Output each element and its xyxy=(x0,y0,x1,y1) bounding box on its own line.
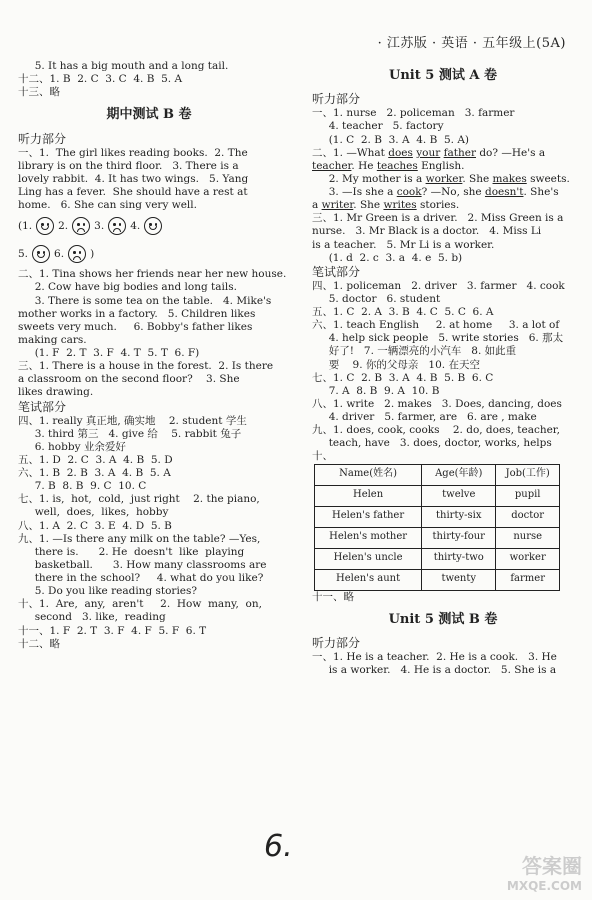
face-answer-row xyxy=(18,212,280,240)
answer-line: 三、1. There is a house in the forest. 2. Is there xyxy=(18,360,274,373)
answer-line: nurse. 3. Mr Black is a doctor. 4. Miss Li xyxy=(312,225,542,238)
answer-line: 六、1. teach English 2. at home 3. a lot of xyxy=(312,319,560,332)
answer-line: 六、1. B 2. B 3. A 4. B 5. A xyxy=(18,467,171,479)
underlined-answer: teaches xyxy=(376,159,418,172)
answer-line: basketball. 3. How many classrooms are xyxy=(18,558,267,571)
answer-line: 3. There is some tea on the table. 4. Mike's xyxy=(18,294,272,307)
answer-line: 十二、1. B 2. C 3. C 4. B 5. A xyxy=(18,73,183,86)
answer-line: well, does, likes, hobby xyxy=(18,506,169,519)
answer-line: 十一、1. F 2. T 3. F 4. F 5. F 6. T xyxy=(18,624,207,637)
answer-line: sweets very much. 6. Bobby's father likes xyxy=(18,320,253,333)
answer-line: library is on the third floor. 3. There is a xyxy=(18,159,239,172)
section-heading: 期中测试 B 卷 xyxy=(106,107,192,123)
part-label: 笔试部分 xyxy=(312,264,361,279)
underlined-answer: worker xyxy=(425,172,463,185)
page-header: · 江苏版 · 英语 · 五年级上(5A) xyxy=(377,36,566,51)
face-label: 3. xyxy=(94,219,105,232)
table-cell: worker xyxy=(496,548,560,569)
answer-line: 一、1. He is a teacher. 2. He is a cook. 3. He xyxy=(312,650,557,663)
table-cell: twelve xyxy=(422,485,496,506)
underlined-answer: your xyxy=(416,146,441,159)
smiling-face-icon xyxy=(36,217,54,235)
answer-line: lovely rabbit. 4. It has two wings. 5. Yang xyxy=(18,172,249,185)
table-cell: doctor xyxy=(496,506,560,527)
answer-line: 九、1. does, cook, cooks 2. do, does, teacher, xyxy=(312,424,561,437)
table-cell: Helen's uncle xyxy=(315,548,422,569)
table-cell: farmer xyxy=(496,569,560,590)
table-cell: Helen xyxy=(315,485,422,506)
answer-line: 十、1. Are, any, aren't 2. How many, on, xyxy=(18,598,262,611)
table-cell: twenty xyxy=(422,569,496,590)
table-row xyxy=(315,506,560,527)
table-cell: pupil xyxy=(496,485,560,506)
answer-line: there in the school? 4. what do you like? xyxy=(18,572,264,584)
sad-face-icon xyxy=(108,217,126,235)
underlined-answer: teacher xyxy=(312,159,352,172)
answer-line: 5. It has a big mouth and a long tail. xyxy=(18,60,229,72)
table-header-cell: Job(工作) xyxy=(496,464,560,485)
answer-line: 好了! 7. 一辆漂亮的小汽车 8. 如此重 xyxy=(312,345,517,358)
face-label: 6. xyxy=(54,247,65,260)
answer-line: is a worker. 4. He is a doctor. 5. She is a xyxy=(312,664,557,676)
underlined-answer: makes xyxy=(492,172,527,185)
table-header-cell: Name(姓名) xyxy=(315,464,422,485)
part-label: 听力部分 xyxy=(312,92,361,107)
answer-line: Ling has a fever. She should have a rest at xyxy=(18,186,248,198)
sad-face-icon xyxy=(68,245,86,263)
face-label: ) xyxy=(90,247,95,260)
table-cell: Helen's father xyxy=(315,506,422,527)
underlined-answer: writes xyxy=(383,199,417,212)
handwritten-page-number: 6. xyxy=(264,829,293,864)
answer-line: (1. d 2. c 3. a 4. e 5. b) xyxy=(312,251,463,264)
table-row xyxy=(315,527,560,548)
smiling-face-icon xyxy=(32,245,50,263)
answer-line: 十二、略 xyxy=(18,637,60,650)
right-column xyxy=(312,60,574,677)
answer-line: 十三、略 xyxy=(18,86,60,99)
answer-line: 4. driver 5. farmer, are 6. are , make xyxy=(312,411,537,423)
answer-line: 四、1. policeman 2. driver 3. farmer 4. cook xyxy=(312,279,565,292)
answer-line: 七、1. C 2. B 3. A 4. B 5. B 6. C xyxy=(312,371,494,384)
face-label: 4. xyxy=(130,219,141,232)
answer-line: 四、1. really 真正地, 确实地 2. student 学生 xyxy=(18,414,247,427)
answer-line: 三、1. Mr Green is a driver. 2. Miss Green is a xyxy=(312,212,564,225)
answer-line: there is. 2. He doesn't like playing xyxy=(18,545,245,558)
answer-line: 5. Do you like reading stories? xyxy=(18,585,198,598)
face-label: 5. xyxy=(18,247,29,260)
sad-face-icon xyxy=(72,217,90,235)
answer-line: second 3. like, reading xyxy=(18,611,166,624)
table-header-cell: Age(年龄) xyxy=(422,464,496,485)
section-heading: Unit 5 测试 B 卷 xyxy=(388,611,498,627)
answer-line: 十一、略 xyxy=(312,590,354,603)
table-row xyxy=(315,548,560,569)
watermark-logo: 答案圈 MXQE.COM xyxy=(506,854,582,893)
table-cell: Helen's mother xyxy=(315,527,422,548)
underlined-answer: cook xyxy=(396,186,422,198)
answer-line: is a teacher. 5. Mr Li is a worker. xyxy=(312,238,495,251)
table-cell: Helen's aunt xyxy=(315,569,422,590)
answer-line: 3. third 第三 4. give 给 5. rabbit 兔子 xyxy=(18,427,242,440)
answer-line: 2. My mother is a worker. She makes sweets. xyxy=(312,172,570,185)
answer-line: 二、1. Tina shows her friends near her new house. xyxy=(18,268,287,281)
answer-line: (1. C 2. B 3. A 4. B 5. A) xyxy=(312,133,469,146)
answer-line: 4. teacher 5. factory xyxy=(312,120,444,133)
answer-line: 3. —Is she a cook? —No, she doesn't. She's xyxy=(312,186,559,198)
answer-line: 7. A 8. B 9. A 10. B xyxy=(312,384,440,397)
underlined-answer: writer xyxy=(321,199,354,212)
answer-line: a classroom on the second floor? 3. She xyxy=(18,373,240,386)
left-column xyxy=(18,60,287,651)
answer-line: 八、1. write 2. makes 3. Does, dancing, does xyxy=(312,397,562,410)
answer-line: 一、1. nurse 2. policeman 3. farmer xyxy=(312,107,515,120)
smiling-face-icon xyxy=(144,217,162,235)
answer-line: 八、1. A 2. C 3. E 4. D 5. B xyxy=(18,519,172,532)
answer-line: 要 9. 你的父母亲 10. 在天空 xyxy=(312,358,480,371)
table-row xyxy=(315,569,560,590)
table-cell: nurse xyxy=(496,527,560,548)
answer-line: (1. F 2. T 3. F 4. T 5. T 6. F) xyxy=(18,347,200,359)
answer-line: 一、1. The girl likes reading books. 2. The xyxy=(18,146,248,159)
answer-line: 二、1. —What does your father do? —He's a xyxy=(312,146,546,159)
answer-table xyxy=(314,464,560,591)
underlined-answer: does xyxy=(388,146,413,159)
answer-line: a writer. She writes stories. xyxy=(312,199,460,212)
section-heading: Unit 5 测试 A 卷 xyxy=(389,68,497,83)
underlined-answer: father xyxy=(443,146,476,159)
answer-line: making cars. xyxy=(18,333,87,346)
part-label: 听力部分 xyxy=(312,635,361,650)
answer-line: 七、1. is, hot, cold, just right 2. the piano, xyxy=(18,493,260,506)
answer-line: likes drawing. xyxy=(18,386,94,399)
table-row xyxy=(315,485,560,506)
table-cell: thirty-four xyxy=(422,527,496,548)
table-cell: thirty-two xyxy=(422,548,496,569)
table-cell: thirty-six xyxy=(422,506,496,527)
part-label: 笔试部分 xyxy=(18,399,67,414)
underlined-answer: doesn't xyxy=(484,186,524,198)
answer-line: 6. hobby 业余爱好 xyxy=(18,440,126,453)
answer-line: mother works in a factory. 5. Children likes xyxy=(18,307,256,320)
answer-line: teacher. He teaches English. xyxy=(312,159,465,172)
face-label: (1. xyxy=(18,219,33,232)
face-label: 2. xyxy=(58,219,69,232)
answer-line: 十、 xyxy=(312,450,333,463)
answer-line: 五、1. D 2. C 3. A 4. B 5. D xyxy=(18,453,173,466)
answer-line: 2. Cow have big bodies and long tails. xyxy=(18,281,237,294)
answer-line: 7. B 8. B 9. C 10. C xyxy=(18,480,147,493)
answer-line: 九、1. —Is there any milk on the table? —Yes, xyxy=(18,532,261,545)
part-label: 听力部分 xyxy=(18,131,67,146)
answer-line: home. 6. She can sing very well. xyxy=(18,199,197,212)
answer-line: 5. doctor 6. student xyxy=(312,292,441,305)
answer-line: 4. help sick people 5. write stories 6. 那太 xyxy=(312,332,564,345)
answer-line: 五、1. C 2. A 3. B 4. C 5. C 6. A xyxy=(312,306,494,318)
answer-line: teach, have 3. does, doctor, works, helps xyxy=(312,437,552,450)
face-answer-row xyxy=(18,240,280,268)
